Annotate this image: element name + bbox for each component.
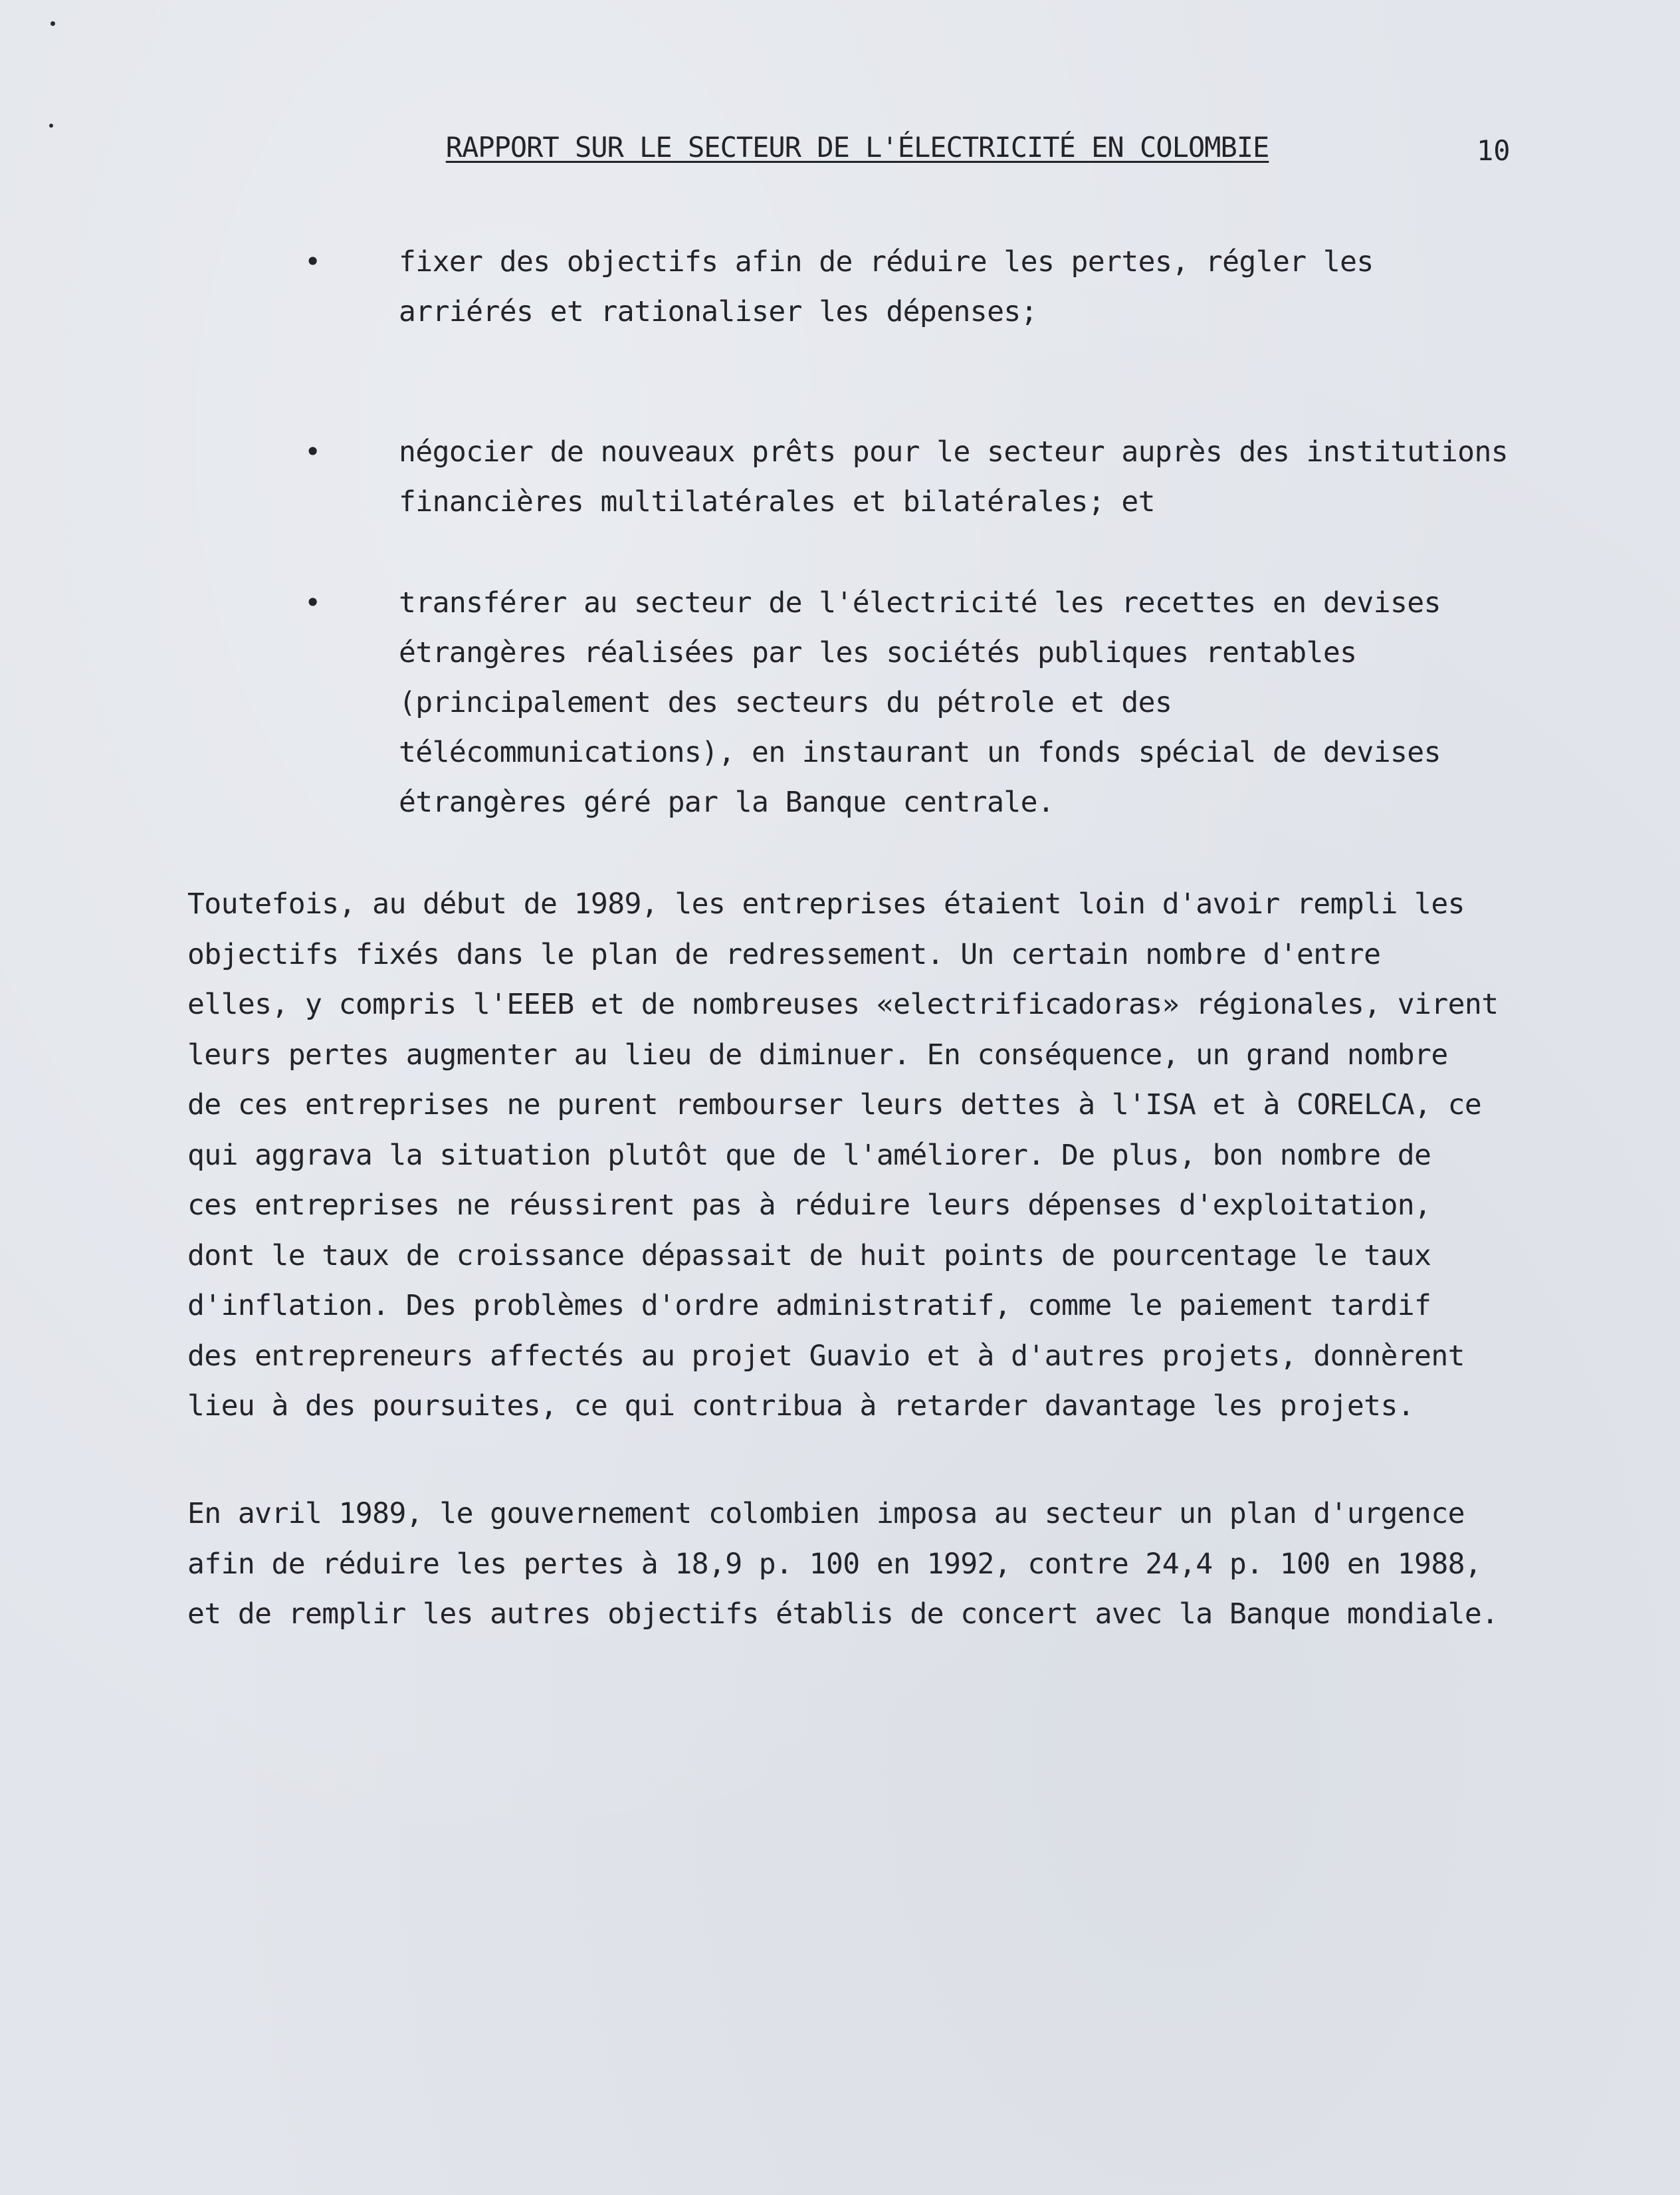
text-line: En avril 1989, le gouvernement colombien imposa au secteur un plan d'urgence [187,1497,1465,1530]
text-line: ces entreprises ne réussirent pas à réduire leurs dépenses d'exploitation, [187,1189,1431,1222]
text-line: arriérés et rationaliser les dépenses; [399,295,1037,328]
page-header-title: RAPPORT SUR LE SECTEUR DE L'ÉLECTRICITÉ EN COLOMBIE [445,131,1269,164]
text-line: étrangères réalisées par les sociétés publiques rentables [399,636,1357,669]
text-line: d'inflation. Des problèmes d'ordre administratif, comme le paiement tardif [187,1289,1431,1322]
bullet-item [399,427,1528,527]
text-line: transférer au secteur de l'électricité les recettes en devises [399,586,1441,620]
bullet-marker: • [304,245,322,278]
bullet-marker: • [304,586,322,619]
text-line: des entrepreneurs affectés au projet Guavio et à d'autres projets, donnèrent [187,1339,1465,1373]
text-line: elles, y compris l'EEEB et de nombreuses «electrificadoras» régionales, virent [187,988,1499,1021]
body-paragraph [187,879,1517,1432]
text-line: télécommunications), en instaurant un fonds spécial de devises [399,736,1441,769]
text-line: lieu à des poursuites, ce qui contribua à retarder davantage les projets. [187,1389,1415,1423]
body-paragraph [187,1489,1517,1640]
text-line: qui aggrava la situation plutôt que de l'améliorer. De plus, bon nombre de [187,1138,1431,1172]
scan-speck [51,21,55,26]
text-line: et de remplir les autres objectifs établis de concert avec la Banque mondiale. [187,1597,1499,1631]
page-number: 10 [1477,134,1511,167]
text-line: afin de réduire les pertes à 18,9 p. 100 en 1992, contre 24,4 p. 100 en 1988, [187,1547,1482,1581]
text-line: de ces entreprises ne purent rembourser leurs dettes à l'ISA et à CORELCA, ce [187,1088,1482,1121]
text-line: Toutefois, au début de 1989, les entreprises étaient loin d'avoir rempli les [187,887,1465,921]
text-line: (principalement des secteurs du pétrole et des [399,686,1172,719]
text-line: dont le taux de croissance dépassait de huit points de pourcentage le taux [187,1238,1431,1272]
bullet-item [399,237,1528,337]
text-line: leurs pertes augmenter au lieu de diminuer. En conséquence, un grand nombre [187,1038,1448,1072]
bullet-item [399,578,1528,828]
bullet-marker: • [304,435,322,468]
text-line: financières multilatérales et bilatérales; et [399,485,1155,519]
text-line: étrangères géré par la Banque centrale. [399,786,1055,819]
text-line: négocier de nouveaux prêts pour le secteur auprès des institutions [399,435,1509,469]
text-line: objectifs fixés dans le plan de redressement. Un certain nombre d'entre [187,937,1381,971]
scan-speck [49,124,53,128]
text-line: fixer des objectifs afin de réduire les pertes, régler les [399,245,1374,279]
